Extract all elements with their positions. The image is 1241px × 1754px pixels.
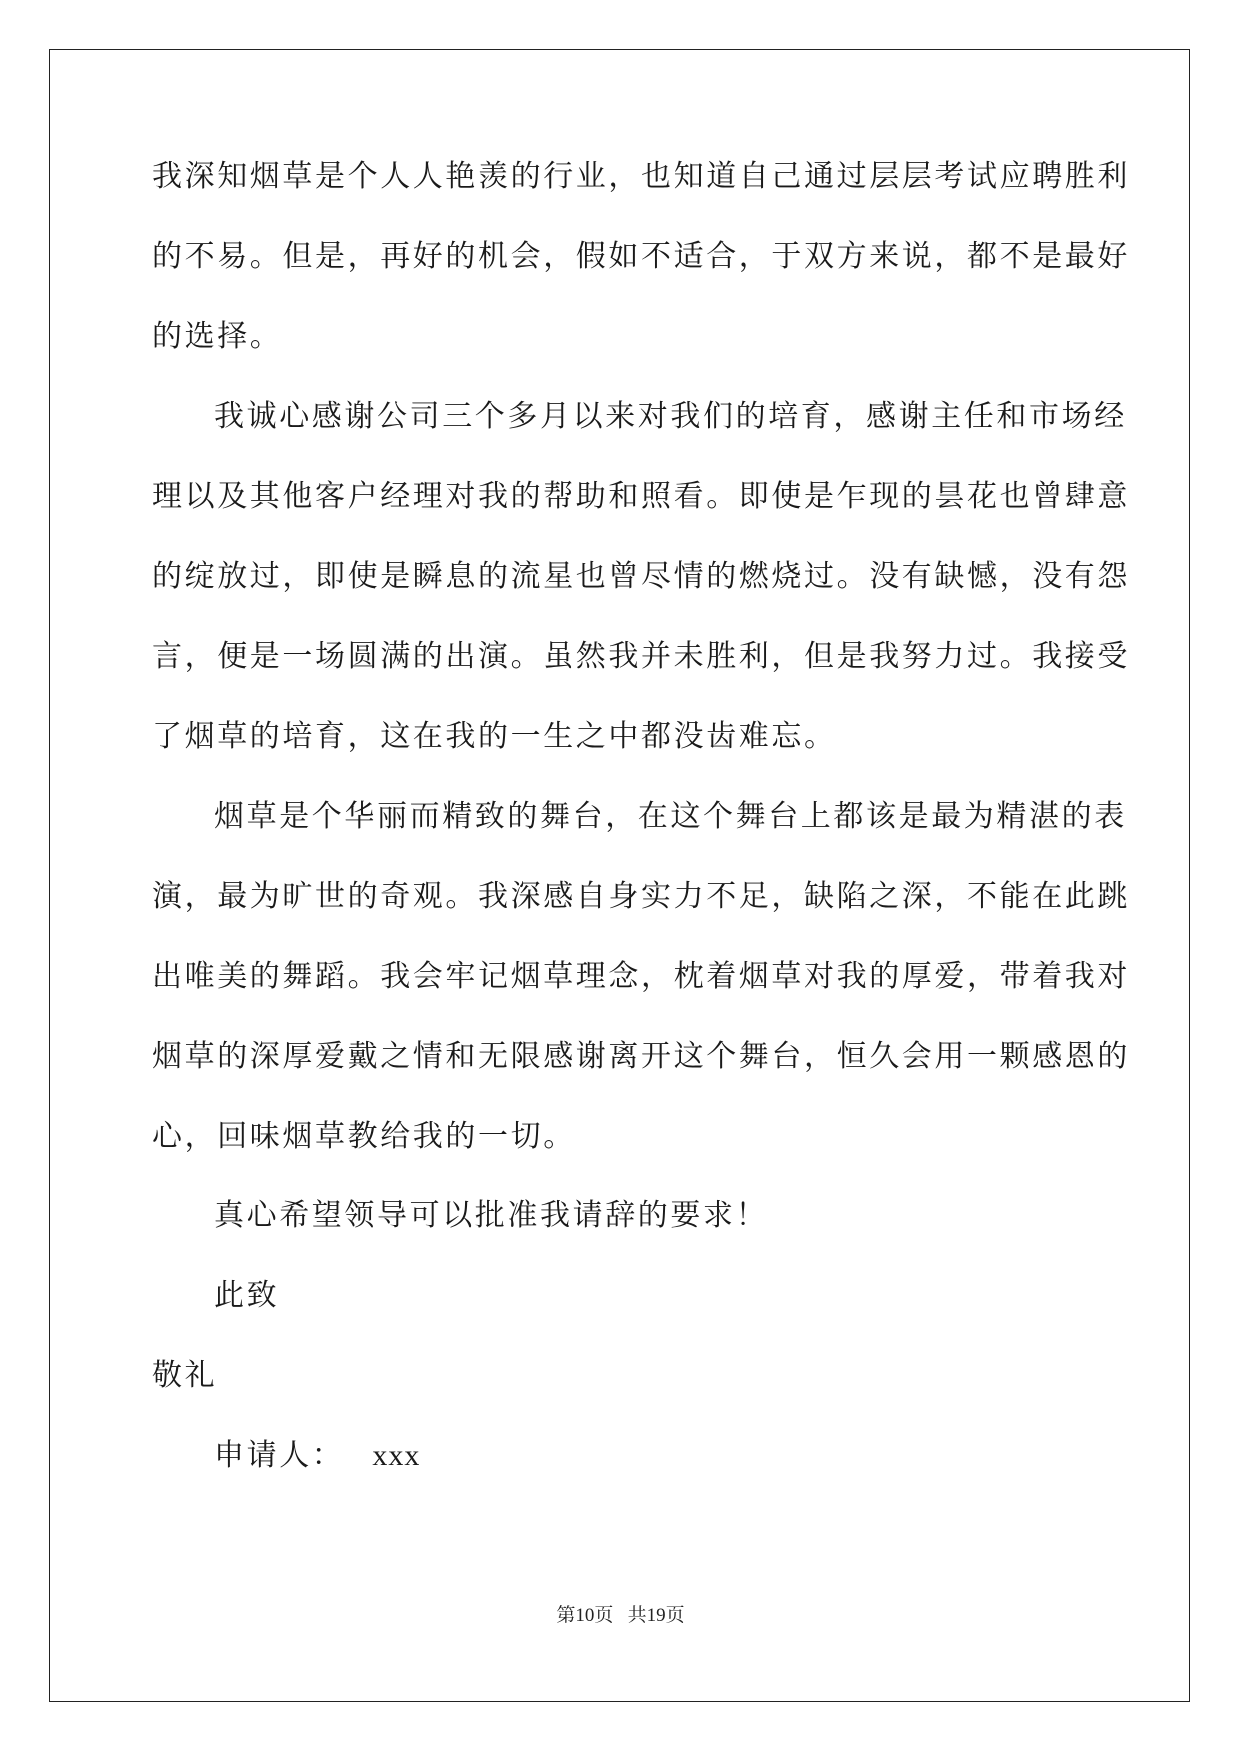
page-footer [0, 1604, 1241, 1628]
body-line-1: 我深知烟草是个人人艳羡的行业，也知道自己通过层层考试应聘胜利 [152, 159, 1130, 194]
body-line-5: 理以及其他客户经理对我的帮助和照看。即使是乍现的昙花也曾肆意 [152, 479, 1130, 514]
request-line: 真心希望领导可以批准我请辞的要求！ [214, 1198, 769, 1233]
body-line-8: 了烟草的培育，这在我的一生之中都没齿难忘。 [152, 719, 837, 754]
applicant-line [214, 1436, 420, 1476]
body-line-12: 烟草的深厚爱戴之情和无限感谢离开这个舞台，恒久会用一颗感恩的 [152, 1039, 1130, 1074]
page-number: 第10页 [556, 1605, 614, 1626]
body-line-13: 心，回味烟草教给我的一切。 [152, 1119, 576, 1154]
body-line-7: 言，便是一场圆满的出演。虽然我并未胜利，但是我努力过。我接受 [152, 639, 1130, 674]
salutation-line: 敬礼 [152, 1358, 218, 1393]
body-line-4: 我诚心感谢公司三个多月以来对我们的培育，感谢主任和市场经 [214, 399, 1127, 434]
applicant-name: xxx [372, 1439, 421, 1472]
body-line-3: 的选择。 [152, 319, 283, 354]
body-line-11: 出唯美的舞蹈。我会牢记烟草理念，枕着烟草对我的厚爱，带着我对 [152, 959, 1130, 994]
body-line-9: 烟草是个华丽而精致的舞台，在这个舞台上都该是最为精湛的表 [214, 799, 1127, 834]
applicant-label: 申请人： [214, 1438, 345, 1473]
body-line-6: 的绽放过，即使是瞬息的流星也曾尽情的燃烧过。没有缺憾，没有怨 [152, 559, 1130, 594]
closing-line: 此致 [214, 1278, 280, 1313]
page-total: 共19页 [627, 1605, 685, 1626]
body-line-2: 的不易。但是，再好的机会，假如不适合，于双方来说，都不是最好 [152, 239, 1130, 274]
body-line-10: 演，最为旷世的奇观。我深感自身实力不足，缺陷之深，不能在此跳 [152, 879, 1130, 914]
